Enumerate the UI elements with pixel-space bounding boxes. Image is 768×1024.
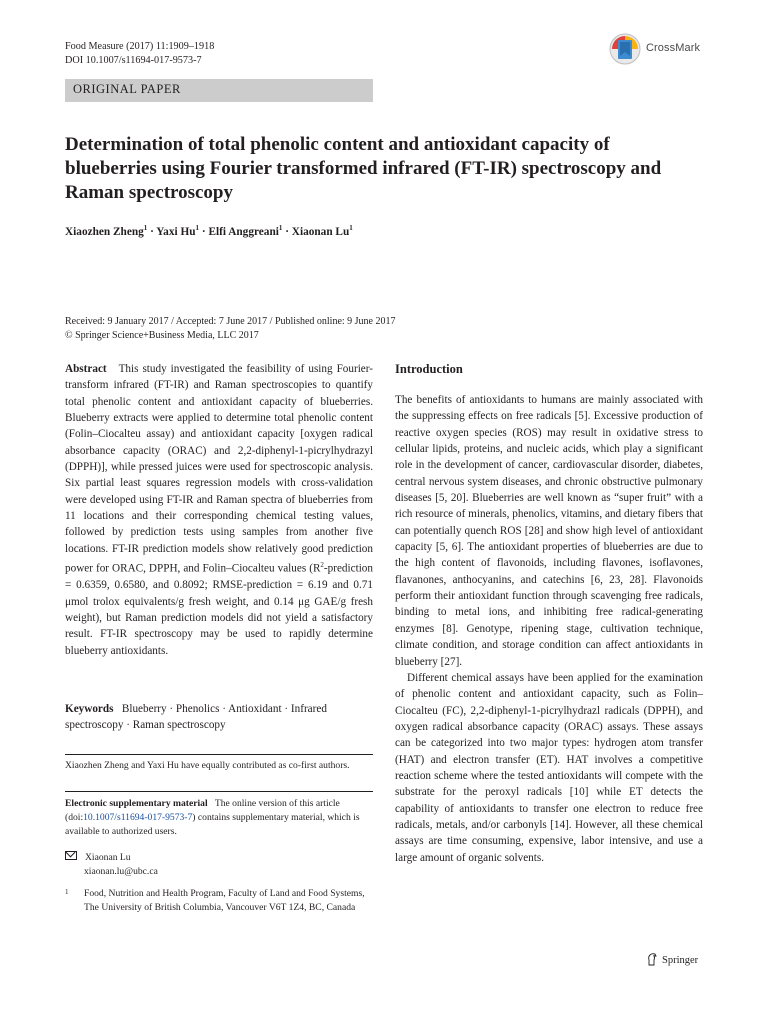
crossmark-icon xyxy=(609,33,641,65)
author-name[interactable]: Yaxi Hu xyxy=(156,225,196,238)
section-heading-introduction: Introduction xyxy=(395,362,463,376)
corresponding-author xyxy=(65,851,373,879)
affiliation-marker: 1 xyxy=(195,224,200,232)
contact-name: Xiaonan Lu xyxy=(85,852,131,863)
crossmark-badge[interactable] xyxy=(609,33,719,67)
publisher-name: Springer xyxy=(662,955,699,966)
abstract-text-continued: -prediction = 0.6359, 0.6580, and 0.8092; RMSE-prediction = 6.19 and 0.71 μmol trolox equivalents/g fresh weight, and 0.14 μg GAE/g fresh weight), but Raman prediction models did not yield a satisfactory result. FT-IR spectroscopy may be used to rapidly determine blueberry antioxidants. xyxy=(65,562,373,657)
abstract xyxy=(65,361,373,659)
received-dates: Received: 9 January 2017 / Accepted: 7 June 2017 / Published online: 9 June 2017 xyxy=(65,316,396,327)
article-type-banner xyxy=(65,79,373,102)
contact-email[interactable]: xiaonan.lu@ubc.ca xyxy=(84,866,158,877)
publisher-footer xyxy=(646,952,698,966)
esm-note xyxy=(65,797,373,839)
esm-label: Electronic supplementary material xyxy=(65,798,208,809)
journal-citation: Food Measure (2017) 11:1909–1918 xyxy=(65,41,215,52)
author-name[interactable]: Elfi Anggreani xyxy=(208,225,279,238)
affiliation-number: 1 xyxy=(65,888,69,896)
copyright-notice: © Springer Science+Business Media, LLC 2017 xyxy=(65,329,259,341)
affiliation-marker: 1 xyxy=(143,224,148,232)
r-squared-superscript: 2 xyxy=(320,561,324,570)
footnote-divider xyxy=(65,791,373,792)
author-list xyxy=(65,224,353,238)
abstract-text: This study investigated the feasibility of using Fourier-transform infrared (FT-IR) and Raman spectroscopies to quantify total phenolic content and antioxidant capacity of blueberries. Blueberry extracts were applied to determine total phenolic content (Folin–Ciocalteu assay) and antioxidant capacity [oxygen radical absorbance capacity (ORAC) and 2,2-diphenyl-1-picrylhydrazyl (DPPH)], while pressed juices were used for spectroscopic analysis. Six partial least squares regression models with cross-validation were developed using FT-IR and Raman spectra of blueberries from 11 locations and their corresponding chemical testing values, followed by prediction tests using samples from another five locations. FT-IR prediction models show relatively good prediction power for ORAC, DPPH, and Folin–Ciocalteu values (R xyxy=(65,363,373,575)
affiliation-note xyxy=(65,887,373,915)
introduction-paragraph: The benefits of antioxidants to humans are mainly associated with the suppressing effects on free radicals [5]. Excessive production of reactive oxygen species (ROS) may result in oxidative stress to cellular lipids, proteins, and nucleic acids, which play a significant role in the development of cancer, cardiovascular disorder, diabetes, central nervous system diseases, and chronic obstructive pulmonary diseases [5, 20]. Blueberries are well known as “super fruit” with a rich resource of minerals, phenolics, vitamins, and dietary fibers that can potentially quench ROS [28] and show high level of antioxidant capacity [5, 6]. The antioxidant properties of blueberries are due to the high content of flavonoids, including flavones, isoflavones, flavanones, anthocyanins, and catechins [6, 23, 28]. Flavonoids perform their antioxidant function through scavenging free radicals, binding to metal ions, and inhibiting free radical-generating enzymes [8]. Genotype, ripening stage, cultivation technique, climate condition, and storage condition can affect antioxidants in blueberry [27]. xyxy=(395,394,703,668)
affiliation-marker: 1 xyxy=(278,224,283,232)
introduction-paragraph: Different chemical assays have been applied for the examination of phenolic content and antioxidant capacity, such as Folin–Ciocalteu (FC), 2,2-diphenyl-1-picrylhydrazl radicals (DPPH), and oxygen radical absorbance capacity (ORAC) assays. These assays can be categorized into two major types: hydrogen atom transfer (HAT) and electron transfer (ET). HAT involves a competitive reaction scheme where the tested antioxidants will compete with the substrate for the peroxyl radicals [10] while ET detects the capability of antioxidants to transfer one electron to reduce free radicals, metals, and/or carbonyls [14]. However, all these chemical assays are time consuming, expensive, labor intensive, and use a large amount of organic solvents. xyxy=(395,671,703,864)
author-separator: · xyxy=(199,225,209,238)
affiliation-marker: 1 xyxy=(349,224,353,232)
author-separator: · xyxy=(282,225,292,238)
equal-contribution-note: Xiaozhen Zheng and Yaxi Hu have equally contributed as co-first authors. xyxy=(65,760,350,771)
affiliation-text: Food, Nutrition and Health Program, Faculty of Land and Food Systems, The University of British Columbia, Vancouver V6T 1Z4, BC, Canada xyxy=(84,888,365,913)
author-separator: · xyxy=(147,225,157,238)
author-name[interactable]: Xiaonan Lu xyxy=(291,225,350,238)
journal-header xyxy=(65,40,214,68)
crossmark-label: CrossMark xyxy=(646,42,701,54)
keywords xyxy=(65,701,373,734)
envelope-icon xyxy=(65,851,77,860)
doi-line: DOI 10.1007/s11694-017-9573-7 xyxy=(65,55,202,66)
author-name[interactable]: Xiaozhen Zheng xyxy=(65,225,144,238)
keywords-text: Blueberry · Phenolics · Antioxidant · Infrared spectroscopy · Raman spectroscopy xyxy=(65,703,327,732)
article-title: Determination of total phenolic content and antioxidant capacity of blueberries using Fourier transformed infrared (FT-IR) spectroscopy and Raman spectroscopy xyxy=(65,134,662,203)
springer-horse-icon xyxy=(646,952,658,966)
publication-history xyxy=(65,315,396,342)
keywords-label: Keywords xyxy=(65,703,114,715)
article-type-label: ORIGINAL PAPER xyxy=(73,82,181,96)
esm-text: The online version of this article (doi: xyxy=(65,798,340,823)
footnote-divider xyxy=(65,754,373,755)
esm-doi-link[interactable]: 10.1007/s11694-017-9573-7 xyxy=(83,812,193,823)
abstract-label: Abstract xyxy=(65,363,107,375)
introduction-body xyxy=(395,392,703,866)
esm-text-end: ) contains supplementary material, which is available to authorized users. xyxy=(65,812,360,837)
